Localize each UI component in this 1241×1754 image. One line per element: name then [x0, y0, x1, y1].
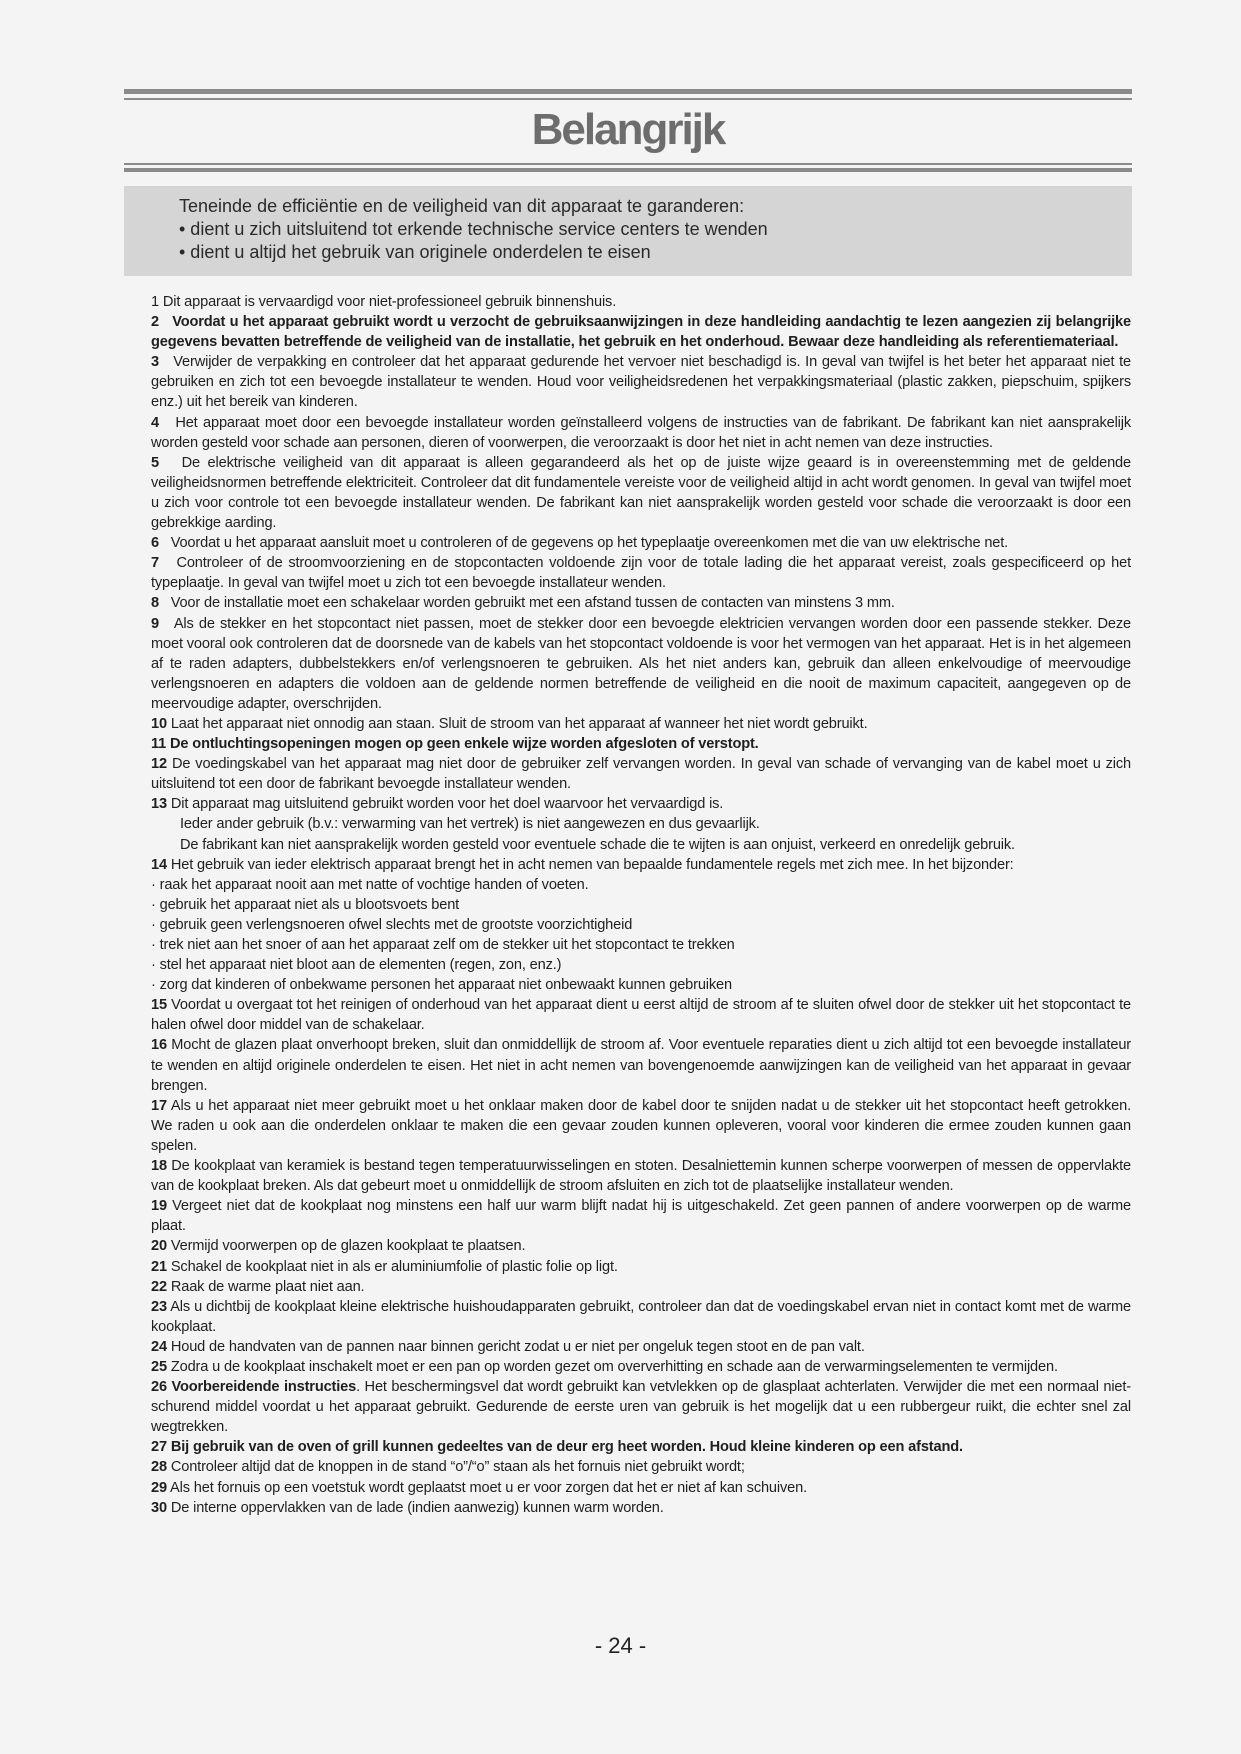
list-subitem: · stel het apparaat niet bloot aan de elementen (regen, zon, enz.) — [151, 957, 562, 974]
list-item: 9 Als de stekker en het stopcontact niet passen, moet de stekker door een bevoegde elektricien vervangen worden door een passende stekker. Deze moet vooral ook controleren dat de doorsnede van de kabels van het stopcontact voldoende is voor het vermogen van het apparaat. Het is in het algemeen af te raden adapters, dubbelstekkers en/of verlengsnoeren te gebruiken. Als het niet anders kan, gebruik dan alleen enkelvoudige of meervoudige verlengsnoeren en adapters die voldoen aan de geldende normen betreffende de veiligheid en die nooit de maximum capaciteit, aangegeven op de meervoudige adapter, overschrijden. — [151, 615, 1131, 712]
list-item: 2 Voordat u het apparaat gebruikt wordt u verzocht de gebruiksaanwijzingen in deze handleiding aandachtig te lezen aangezien zij belangrijke gegevens bevatten betreffende de veiligheid van de installatie, het gebruik en het onderhoud. Bewaar deze handleiding als referentiemateriaal. — [151, 314, 1131, 351]
list-item: 21 Schakel de kookplaat niet in als er aluminiumfolie of plastic folie op ligt. — [151, 1258, 618, 1275]
page-number: - 24 - — [594, 1633, 647, 1658]
list-item: 29 Als het fornuis op een voetstuk wordt geplaatst moet u er voor zorgen dat het er niet af kan schuiven. — [151, 1479, 807, 1496]
list-item: 1 Dit apparaat is vervaardigd voor niet-professioneel gebruik binnenshuis. — [151, 294, 617, 310]
list-subitem: · gebruik het apparaat niet als u blootsvoets bent — [151, 896, 460, 913]
list-item-continuation: Ieder ander gebruik (b.v.: verwarming van het vertrek) is niet aangewezen en dus gevaarlijk. — [180, 816, 760, 833]
header-rule-top — [124, 89, 1132, 94]
list-item: 15 Voordat u overgaat tot het reinigen of onderhoud van het apparaat dient u eerst altijd de stroom af te sluiten ofwel door de stekker uit het stopcontact te halen ofwel door middel van de schakelaar. — [151, 997, 1131, 1034]
notice-bullet: • dient u altijd het gebruik van originele onderdelen te eisen — [179, 242, 651, 262]
list-subitem: · gebruik geen verlengsnoeren ofwel slechts met de grootste voorzichtigheid — [151, 916, 633, 933]
notice-intro: Teneinde de efficiëntie en de veiligheid van dit apparaat te garanderen: — [179, 196, 745, 216]
list-item: 8 Voor de installatie moet een schakelaar worden gebruikt met een afstand tussen de contacten van minstens 3 mm. — [151, 595, 895, 612]
notice-bullet: • dient u zich uitsluitend tot erkende technische service centers te wenden — [179, 219, 768, 239]
list-item: 24 Houd de handvaten van de pannen naar binnen gericht zodat u er niet per ongeluk tegen stoot en de pan valt. — [151, 1338, 865, 1355]
page-title: Belangrijk — [531, 105, 725, 154]
list-item: 22 Raak de warme plaat niet aan. — [151, 1278, 365, 1295]
list-subitem: · raak het apparaat nooit aan met natte of vochtige handen of voeten. — [151, 876, 589, 893]
list-item: 5 De elektrische veiligheid van dit apparaat is alleen gegarandeerd als het op de juiste wijze geaard is in overeenstemming met de geldende veiligheidsnormen betreffende elektriciteit. Controleer dat dit fundamentele vereiste voor de veiligheid altijd in acht wordt genomen. In geval van twijfel moet u zich voor controle tot een bevoegde installateur wenden. De fabrikant kan niet aansprakelijk worden gesteld voor schade die veroorzaakt is door een gebrekkige aarding. — [151, 454, 1131, 532]
header-rule-bottom-thin — [124, 163, 1132, 165]
list-item-continuation: De fabrikant kan niet aansprakelijk worden gesteld voor eventuele schade die te wijten is aan onjuist, verkeerd en onredelijk gebruik. — [180, 836, 1015, 853]
list-item: 3 Verwijder de verpakking en controleer dat het apparaat gedurende het vervoer niet beschadigd is. In geval van twijfel is het beter het apparaat niet te gebruiken en zich tot een bevoegde installateur te wenden. Houd voor veiligheidsredenen het verpakkingsmateriaal (plastic zakken, piepschuim, spijkers enz.) uit het bereik van kinderen. — [151, 354, 1131, 411]
list-item: 14 Het gebruik van ieder elektrisch apparaat brengt het in acht nemen van bepaalde fundamentele regels met zich mee. In het bijzonder: — [151, 856, 1014, 873]
header-rule-bottom — [124, 168, 1132, 172]
list-item: 16 Mocht de glazen plaat onverhoopt breken, sluit dan onmiddellijk de stroom af. Voor eventuele reparaties dient u zich altijd tot een bevoegde installateur te wenden en altijd originele onderdelen te eisen. Het niet in acht nemen van bovengenoemde aanwijzingen kan de veiligheid van het apparaat in gevaar brengen. — [151, 1037, 1132, 1094]
list-item: 4 Het apparaat moet door een bevoegde installateur worden geïnstalleerd volgens de instructies van de fabrikant. De fabrikant kan niet aansprakelijk worden gesteld voor schade aan personen, dieren of voorwerpen, die veroorzaakt is door het niet in acht nemen van deze instructies. — [151, 414, 1132, 451]
instructions-list — [151, 292, 1131, 1518]
list-item: 18 De kookplaat van keramiek is bestand tegen temperatuurwisselingen en stoten. Desalniettemin kunnen scherpe voorwerpen of messen de oppervlakte van de kookplaat breken. Als dat gebeurt moet u onmiddellijk de stroom afsluiten en zich tot de plaatselijke installateur wenden. — [151, 1158, 1132, 1195]
list-item: 26 Voorbereidende instructies. Het beschermingsvel dat wordt gebruikt kan vetvlekken op de glasplaat achterlaten. Verwijder die met een normaal niet-schurend middel voordat u het apparaat gebruikt. Gedurende de eerste uren van gebruik is het mogelijk dat u een rubbergeur ruikt, die echter snel zal wegtrekken. — [151, 1379, 1131, 1436]
list-item: 12 De voedingskabel van het apparaat mag niet door de gebruiker zelf vervangen worden. In geval van schade of vervanging van de kabel moet u zich uitsluitend tot een door de fabrikant bevoegde installateur wenden. — [151, 756, 1132, 793]
list-item: 27 Bij gebruik van de oven of grill kunnen gedeeltes van de deur erg heet worden. Houd kleine kinderen op een afstand. — [151, 1439, 963, 1456]
list-subitem: · zorg dat kinderen of onbekwame personen het apparaat niet onbewaakt kunnen gebruiken — [151, 977, 732, 994]
list-item: 19 Vergeet niet dat de kookplaat nog minstens een half uur warm blijft nadat hij is uitgeschakeld. Zet geen pannen of andere voorwerpen op de warme plaat. — [151, 1198, 1132, 1235]
list-item: 23 Als u dichtbij de kookplaat kleine elektrische huishoudapparaten gebruikt, controleer dan dat de voedingskabel ervan niet in contact komt met de warme kookplaat. — [151, 1298, 1131, 1335]
list-item: 17 Als u het apparaat niet meer gebruikt moet u het onklaar maken door de kabel door te snijden nadat u de stekker uit het stopcontact heeft getrokken. We raden u ook aan die onderdelen onklaar te maken die een gevaar zouden kunnen opleveren, vooral voor kinderen die ermee zouden kunnen gaan spelen. — [151, 1097, 1131, 1154]
list-subitem: · trek niet aan het snoer of aan het apparaat zelf om de stekker uit het stopcontact te trekken — [151, 937, 735, 953]
list-item: 25 Zodra u de kookplaat inschakelt moet er een pan op worden gezet om oververhitting en schade aan de verwarmingselementen te vermijden. — [151, 1358, 1058, 1375]
list-item: 20 Vermijd voorwerpen op de glazen kookplaat te plaatsen. — [151, 1238, 526, 1255]
list-item: 10 Laat het apparaat niet onnodig aan staan. Sluit de stroom van het apparaat af wanneer het niet wordt gebruikt. — [151, 715, 868, 732]
list-item: 28 Controleer altijd dat de knoppen in de stand “o”/“o” staan als het fornuis niet gebruikt wordt; — [151, 1459, 745, 1476]
list-item: 11 De ontluchtingsopeningen mogen op geen enkele wijze worden afgesloten of verstopt. — [151, 736, 759, 753]
list-item: 30 De interne oppervlakken van de lade (indien aanwezig) kunnen warm worden. — [151, 1499, 664, 1516]
list-item: 13 Dit apparaat mag uitsluitend gebruikt worden voor het doel waarvoor het vervaardigd is. — [151, 796, 724, 813]
list-item: 7 Controleer of de stroomvoorziening en de stopcontacten voldoende zijn voor de totale lading die het apparaat vereist, zoals gespecificeerd op het typeplaatje. In geval van twijfel moet u zich tot een bevoegde installateur wenden. — [151, 555, 1131, 592]
list-item: 6 Voordat u het apparaat aansluit moet u controleren of de gegevens op het typeplaatje overeenkomen met die van uw elektrische net. — [151, 535, 1009, 552]
notice-box — [124, 186, 1132, 276]
